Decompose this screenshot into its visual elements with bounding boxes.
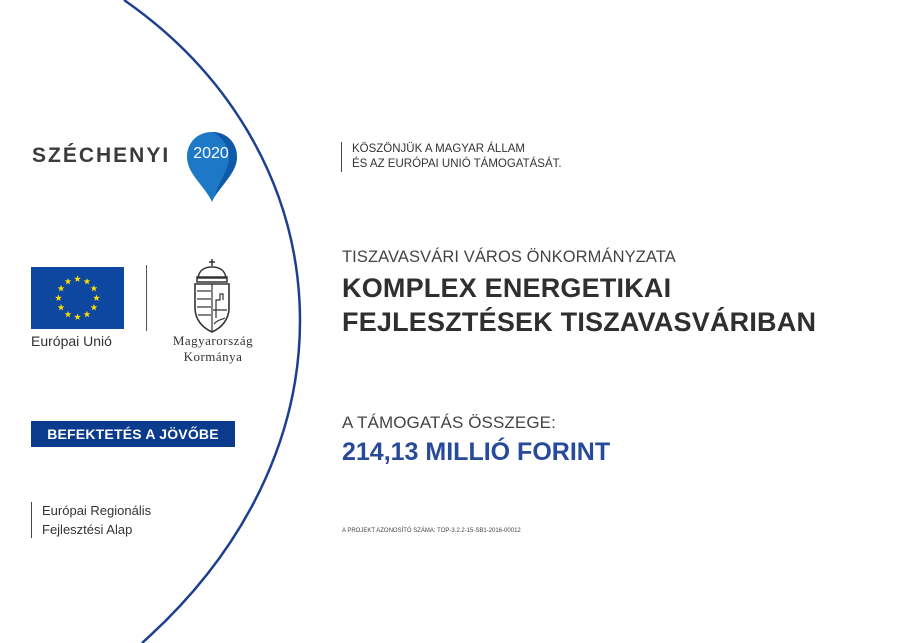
government-label-line2: Kormánya bbox=[183, 349, 243, 364]
hungarian-coat-of-arms-icon bbox=[191, 258, 233, 334]
eu-label: Európai Unió bbox=[31, 333, 112, 349]
thanks-line1: KÖSZÖNJÜK A MAGYAR ÁLLAM bbox=[352, 143, 525, 155]
erfa-label-line1: Európai Regionális bbox=[42, 503, 152, 518]
project-id: A PROJEKT AZONOSÍTÓ SZÁMA: TOP-3.2.2-15-SB1-2016-00012 bbox=[342, 528, 521, 534]
erfa-label bbox=[42, 501, 151, 539]
project-title-line2: FEJLESZTÉSEK TISZAVASVÁRIBAN bbox=[342, 307, 817, 337]
thanks-text bbox=[352, 142, 562, 172]
szechenyi-logo-text: SZÉCHENYI bbox=[32, 144, 171, 167]
thanks-divider bbox=[341, 142, 342, 172]
erfa-label-line2: Fejlesztési Alap bbox=[42, 522, 133, 537]
szechenyi-year: 2020 bbox=[193, 145, 229, 162]
government-label bbox=[150, 333, 276, 365]
erfa-divider bbox=[31, 502, 32, 538]
eu-flag-icon bbox=[31, 267, 124, 329]
support-label: A TÁMOGATÁS ÖSSZEGE: bbox=[342, 413, 556, 432]
support-amount: 214,13 MILLIÓ FORINT bbox=[342, 438, 611, 466]
project-title bbox=[342, 271, 816, 339]
szechenyi-pin-icon bbox=[185, 130, 239, 204]
government-label-line1: Magyarország bbox=[172, 333, 254, 348]
invest-in-future-badge: BEFEKTETÉS A JÖVŐBE bbox=[31, 421, 235, 447]
project-title-line1: KOMPLEX ENERGETIKAI bbox=[342, 273, 672, 303]
thanks-line2: ÉS AZ EURÓPAI UNIÓ TÁMOGATÁSÁT. bbox=[352, 158, 562, 170]
logo-divider bbox=[146, 265, 147, 331]
beneficiary-name: TISZAVASVÁRI VÁROS ÖNKORMÁNYZATA bbox=[342, 248, 676, 266]
